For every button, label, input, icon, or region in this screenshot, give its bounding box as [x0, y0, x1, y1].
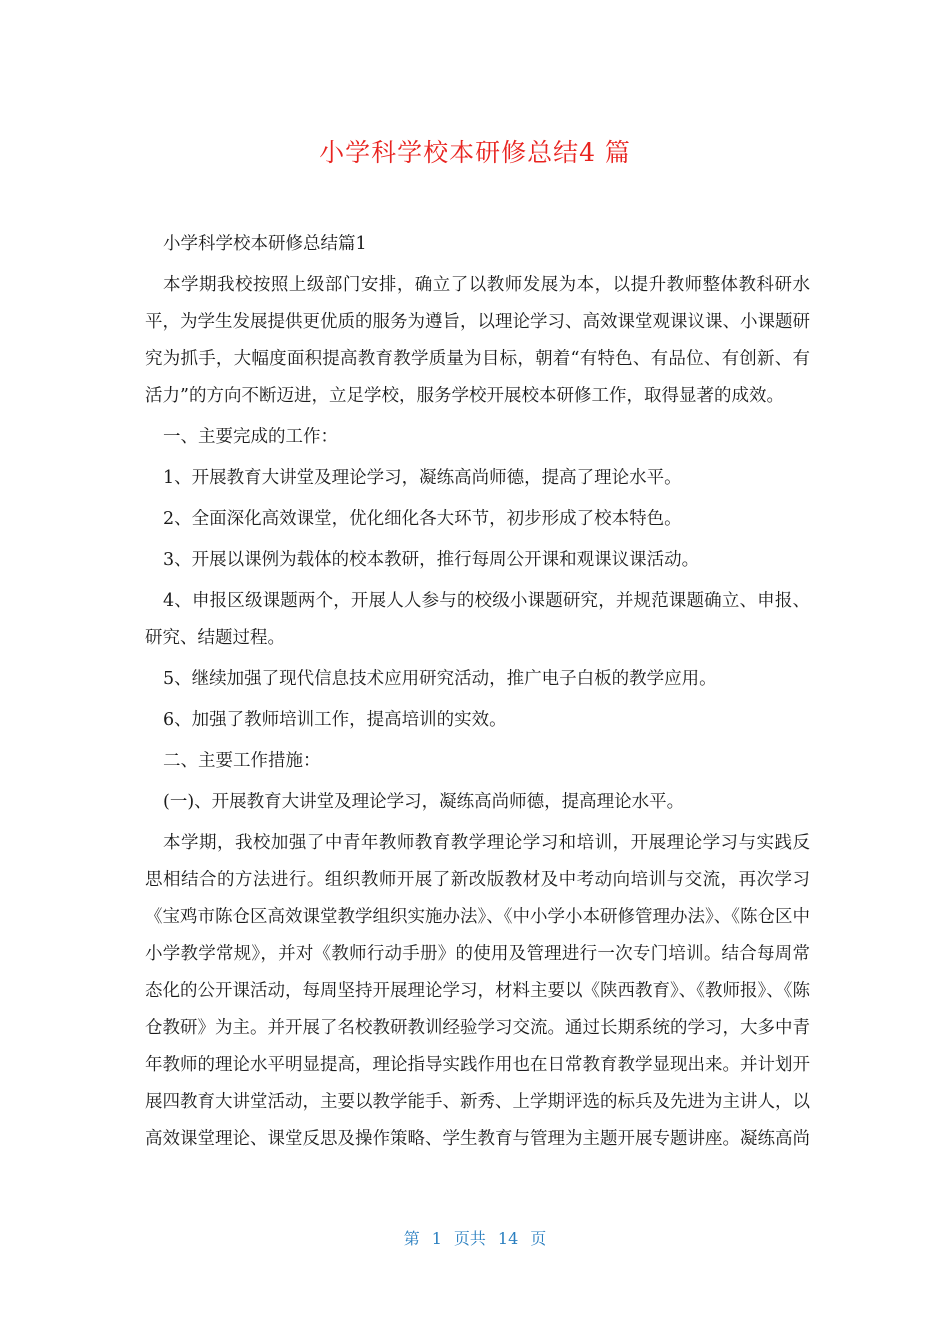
page-footer	[0, 1226, 950, 1249]
section-heading: 二、主要工作措施：	[163, 751, 321, 771]
section-heading: 小学科学校本研修总结篇1	[163, 234, 367, 254]
document-body	[145, 226, 810, 1158]
footer-current-page: 1	[431, 1229, 442, 1248]
list-item: 6、加强了教师培训工作，提高培训的实效。	[163, 710, 507, 730]
document-title: 小学科学校本研修总结4 篇	[319, 138, 631, 167]
list-item: 3、开展以课例为载体的校本教研，推行每周公开课和观课议课活动。	[163, 550, 700, 570]
list-item: 2、全面深化高效课堂，优化细化各大环节，初步形成了校本特色。	[163, 509, 682, 529]
list-item: 1、开展教育大讲堂及理论学习，凝练高尚师德，提高了理论水平。	[163, 468, 682, 488]
footer-middle: 页共	[453, 1229, 486, 1248]
list-item: 4、申报区级课题两个，开展人人参与的校级小课题研究，并规范课题确立、申报、研究、结题过程。	[145, 591, 810, 648]
footer-suffix: 页	[530, 1229, 547, 1248]
list-item: 5、继续加强了现代信息技术应用研究活动，推广电子白板的教学应用。	[163, 669, 717, 689]
section-heading: 一、主要完成的工作：	[163, 427, 338, 447]
body-paragraph: 本学期我校按照上级部门安排，确立了以教师发展为本，以提升教师整体教科研水平，为学生发展提供更优质的服务为遵旨，以理论学习、高效课堂观课议课、小课题研究为抓手，大幅度面积提高教育教学质量为目标，朝着“有特色、有品位、有创新、有活力”的方向不断迈进，立足学校，服务学校开展校本研修工作，取得显著的成效。	[145, 275, 810, 406]
footer-total-pages: 14	[497, 1229, 519, 1248]
subsection-heading: (一)、开展教育大讲堂及理论学习，凝练高尚师德，提高理论水平。	[163, 792, 685, 812]
body-paragraph: 本学期，我校加强了中青年教师教育教学理论学习和培训，开展理论学习与实践反思相结合的方法进行。组织教师开展了新改版教材及中考动向培训与交流，再次学习《宝鸡市陈仓区高效课堂教学组织实施办法》、《中小学小本研修管理办法》、《陈仓区中小学教学常规》，并对《教师行动手册》的使用及管理进行一次专门培训。结合每周常态化的公开课活动，每周坚持开展理论学习，材料主要以《陕西教育》、《教师报》、《陈仓教研》为主。并开展了名校教研教训经验学习交流。通过长期系统的学习，大多中青年教师的理论水平明显提高，理论指导实践作用也在日常教育教学显现出来。并计划开展四教育大讲堂活动，主要以教学能手、新秀、上学期评选的标兵及先进为主讲人，以高效课堂理论、课堂反思及操作策略、学生教育与管理为主题开展专题讲座。凝练高尚	[145, 833, 810, 1149]
footer-prefix: 第	[403, 1229, 420, 1248]
